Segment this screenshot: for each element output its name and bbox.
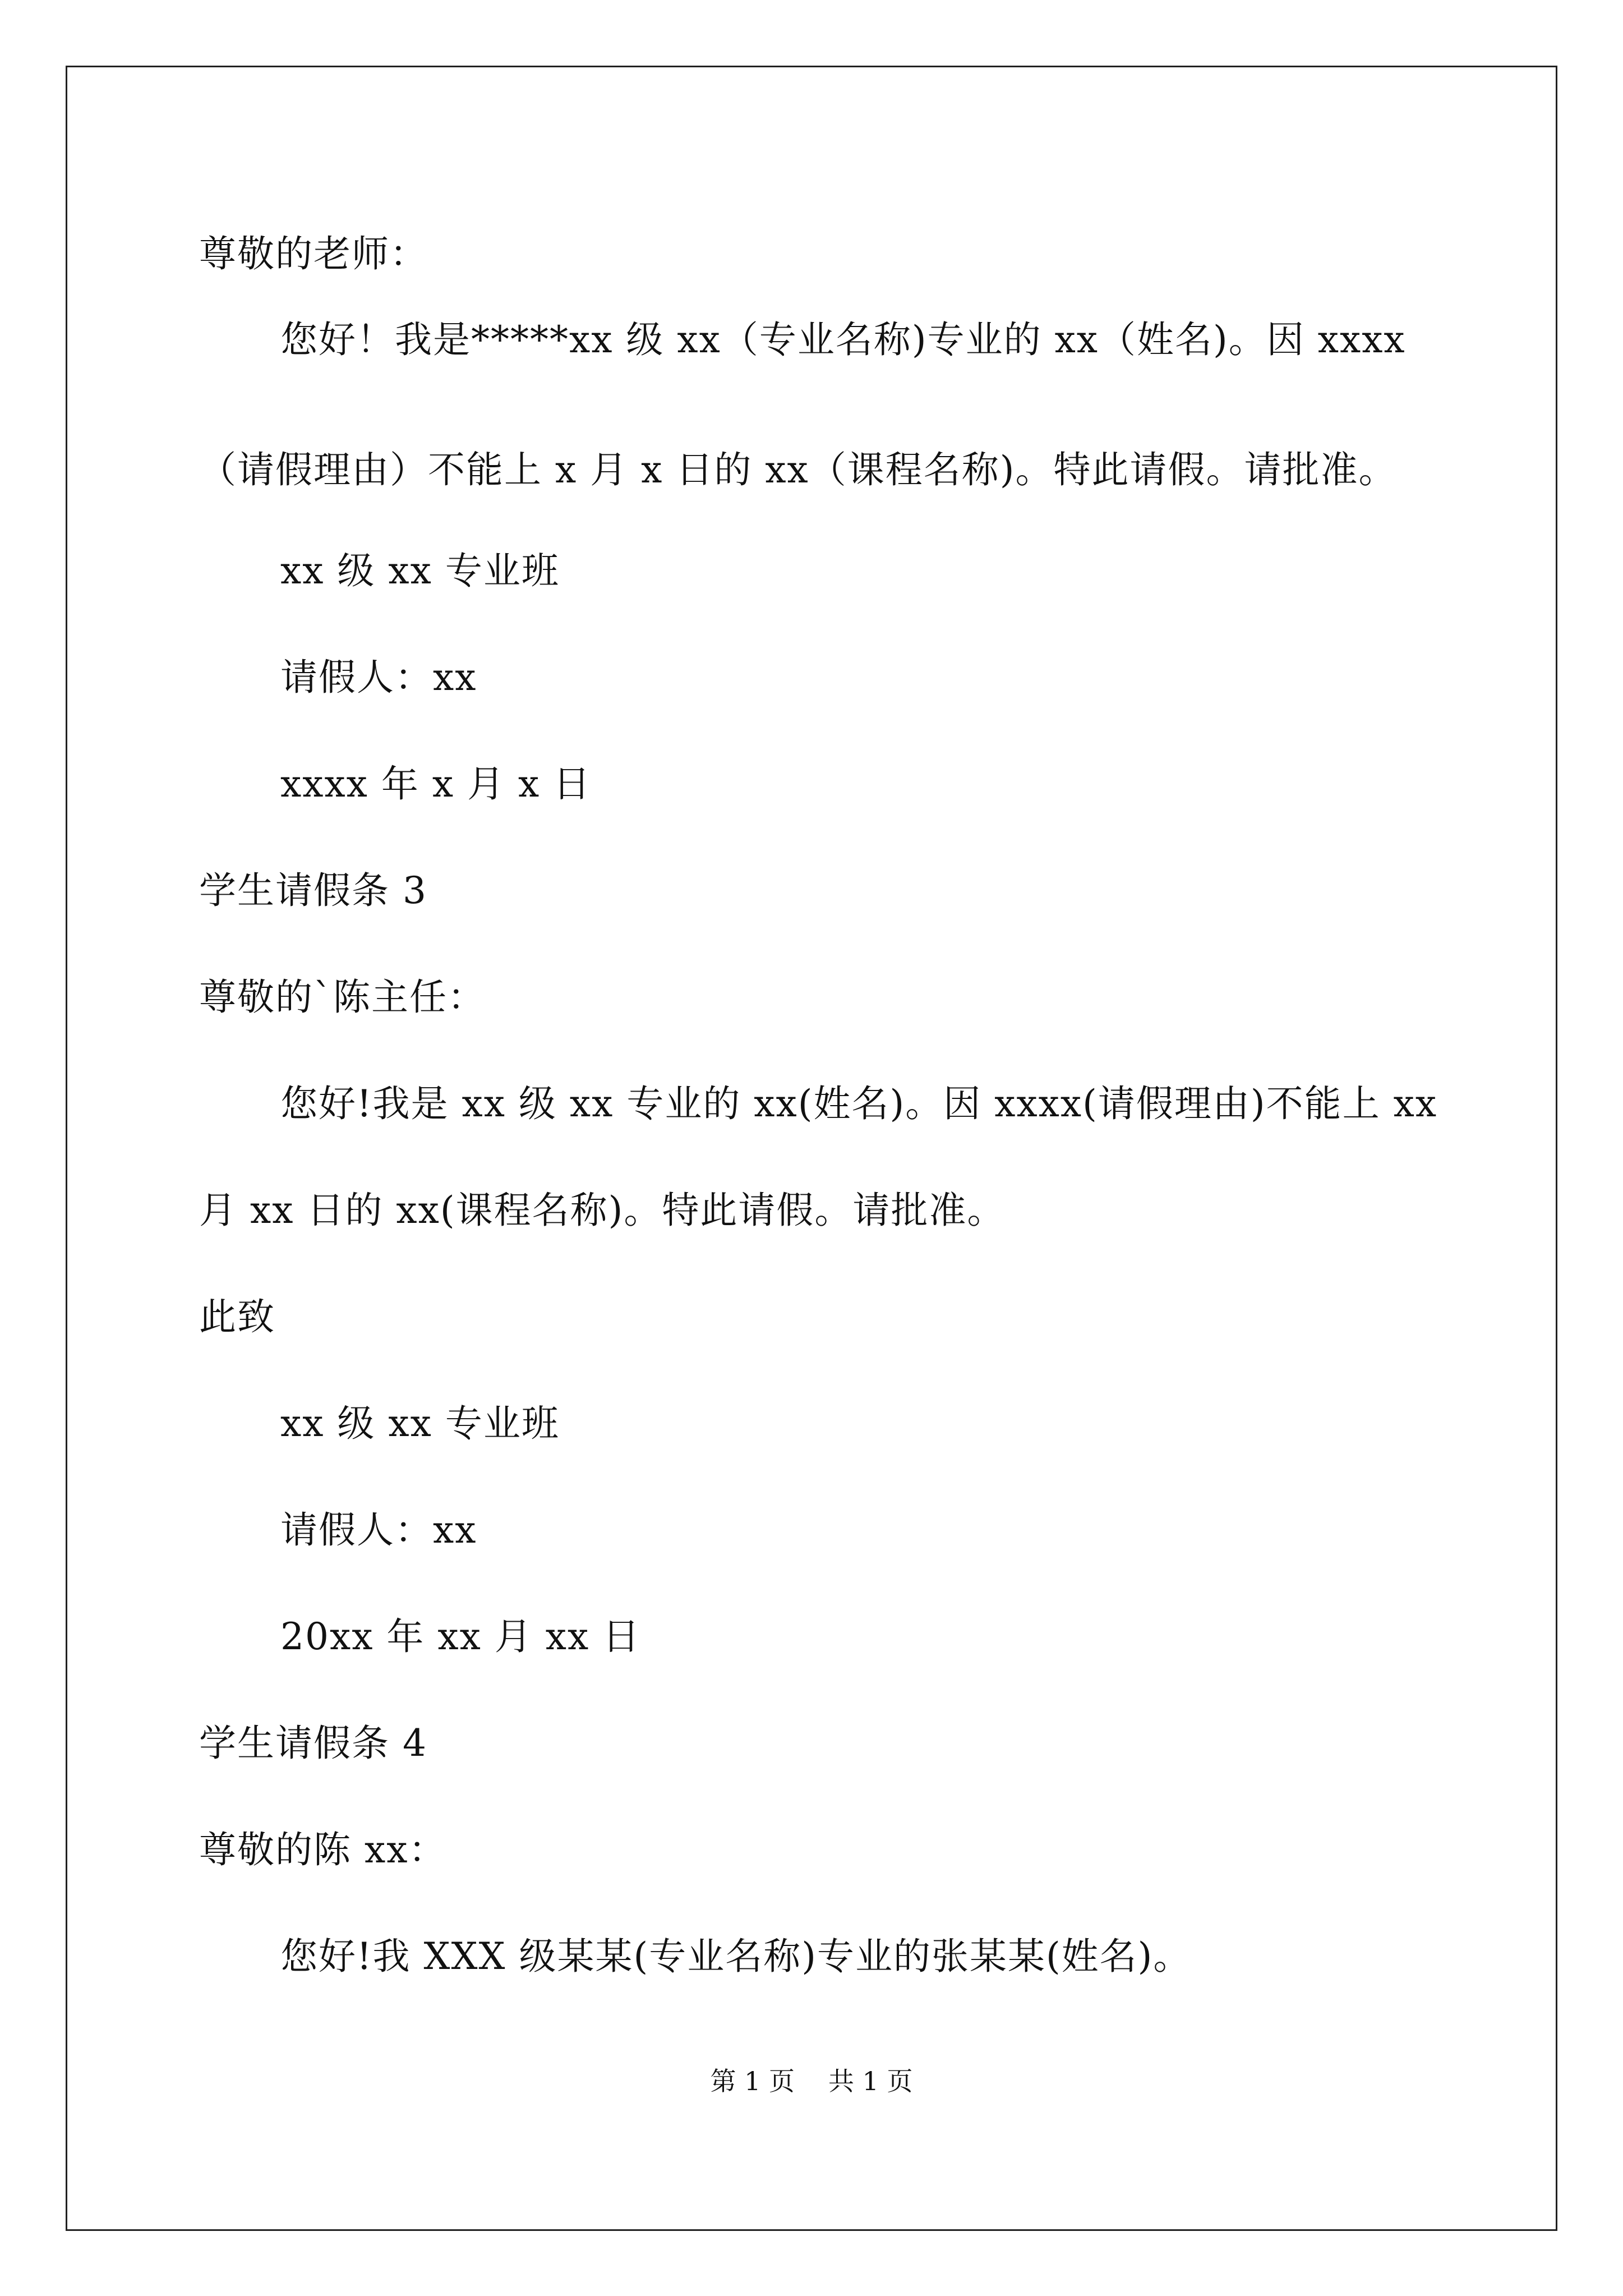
section-heading: 学生请假条 4 bbox=[199, 1722, 427, 1765]
signature-name: 请假人：xx bbox=[280, 1508, 477, 1552]
signature-date: xxxx 年 x 月 x 日 bbox=[280, 762, 592, 806]
body-line: 您好!我是 xx 级 xx 专业的 xx(姓名)。因 xxxx(请假理由)不能上 xx bbox=[280, 1082, 1438, 1125]
page-total: 共 1 页 bbox=[828, 2066, 913, 2096]
salutation-teacher: 尊敬的老师： bbox=[199, 232, 428, 275]
body-line: 月 xx 日的 xx(课程名称)。特此请假。请批准。 bbox=[199, 1189, 1006, 1232]
closing: 此致 bbox=[199, 1295, 275, 1338]
salutation-director: 尊敬的`陈主任： bbox=[199, 976, 486, 1019]
body-line: 您好!我 XXX 级某某(专业名称)专业的张某某(姓名)。 bbox=[280, 1935, 1192, 1978]
body-line: 您好！我是*****xx 级 xx（专业名称)专业的 xx（姓名)。因 xxxx bbox=[280, 318, 1406, 361]
body-line: （请假理由）不能上 x 月 x 日的 xx（课程名称)。特此请假。请批准。 bbox=[199, 448, 1397, 491]
page-border bbox=[66, 66, 1557, 2231]
section-heading: 学生请假条 3 bbox=[199, 869, 427, 912]
signature-class: xx 级 xx 专业班 bbox=[280, 549, 560, 592]
page-footer bbox=[0, 2064, 1623, 2098]
signature-date: 20xx 年 xx 月 xx 日 bbox=[280, 1615, 641, 1658]
signature-class: xx 级 xx 专业班 bbox=[280, 1402, 560, 1445]
signature-name: 请假人：xx bbox=[280, 656, 477, 699]
page-number: 第 1 页 bbox=[710, 2066, 795, 2096]
salutation-chen: 尊敬的陈 xx： bbox=[199, 1828, 447, 1871]
